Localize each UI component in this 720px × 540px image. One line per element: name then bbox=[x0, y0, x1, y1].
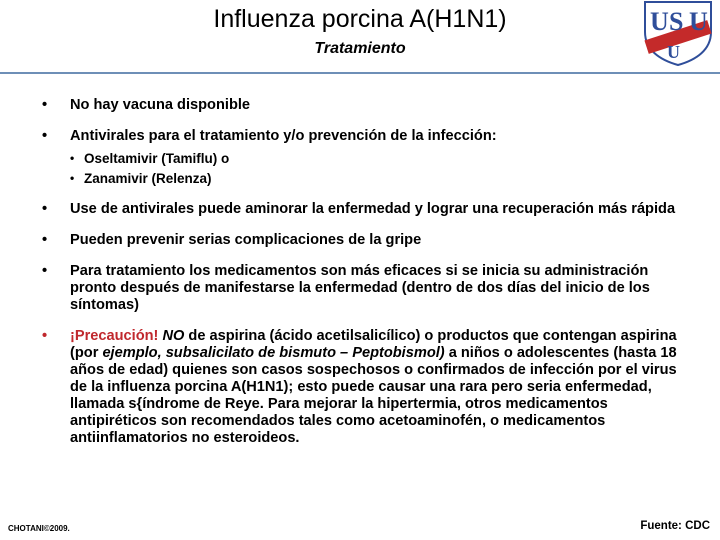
svg-text:U: U bbox=[667, 42, 680, 62]
bullet-text: Pueden prevenir serias complicaciones de la gripe bbox=[70, 232, 422, 248]
list-item bbox=[42, 232, 682, 249]
sub-bullet-glyph: • bbox=[70, 151, 75, 165]
bullet-glyph: • bbox=[42, 263, 48, 279]
warning-text-part1: de aspirina (ácido acetilsalicílico) o productos que contengan aspirina (por bbox=[70, 328, 677, 361]
logo-letter-right: U bbox=[689, 7, 708, 36]
list-item bbox=[42, 128, 682, 189]
sub-list-item: • Zanamivir (Relenza) bbox=[70, 169, 682, 189]
list-item bbox=[42, 97, 682, 114]
bullet-text: Antivirales para el tratamiento y/o prevención de la infección: bbox=[70, 128, 497, 144]
university-shield-logo bbox=[641, 0, 715, 66]
list-item bbox=[42, 201, 682, 218]
bullet-text: Use de antivirales puede aminorar la enfermedad y lograr una recuperación más rápida bbox=[70, 201, 676, 217]
bullet-glyph: • bbox=[42, 97, 48, 113]
list-item bbox=[42, 263, 682, 314]
logo-letter-mid: S bbox=[669, 7, 684, 36]
sub-list-item: • Oseltamivir (Tamiflu) o bbox=[70, 149, 682, 169]
page-title: Influenza porcina A(H1N1) bbox=[213, 5, 507, 33]
page-subtitle: Tratamiento bbox=[314, 40, 406, 57]
logo-letter-left: U bbox=[650, 7, 669, 36]
warning-label: ¡Precaución! bbox=[70, 328, 159, 344]
sub-bullet-glyph: • bbox=[70, 171, 75, 185]
bullet-glyph: • bbox=[42, 201, 48, 217]
bullet-glyph: • bbox=[42, 232, 48, 248]
bullet-glyph: • bbox=[42, 128, 48, 144]
source-footer: Fuente: CDC bbox=[640, 520, 710, 532]
warning-text-part2: a niños o adolescentes (hasta 18 años de edad) quienes son casos sospechosos o confirmados de infección por el virus de la influenza porcina A(H1N1); esto puede causar una rara pero seria enfermedad, llamada s{índrome de Reye. Para mejorar la hipertermia, otros medicamentos antipiréticos son recomendados tales como acetoaminofén, o medicamentos antiinflamatorios no esteroideos. bbox=[70, 345, 677, 446]
bullet-text: Para tratamiento los medicamentos son más eficaces si se inicia su administración pronto después de manifestarse la enfermedad (dentro de dos días del inicio de los síntomas) bbox=[70, 263, 650, 313]
copyright-footer: CHOTANI©2009. bbox=[8, 524, 70, 533]
warning-no: NO bbox=[162, 328, 185, 344]
header-divider bbox=[0, 72, 720, 74]
sub-list bbox=[70, 149, 682, 189]
bullet-text: No hay vacuna disponible bbox=[70, 97, 251, 113]
bullet-list bbox=[42, 97, 682, 447]
warning-example: ejemplo, subsalicilato de bismuto – Peptobismol) bbox=[102, 345, 445, 361]
list-item-warning bbox=[42, 328, 682, 447]
bullet-glyph: • bbox=[42, 328, 48, 344]
